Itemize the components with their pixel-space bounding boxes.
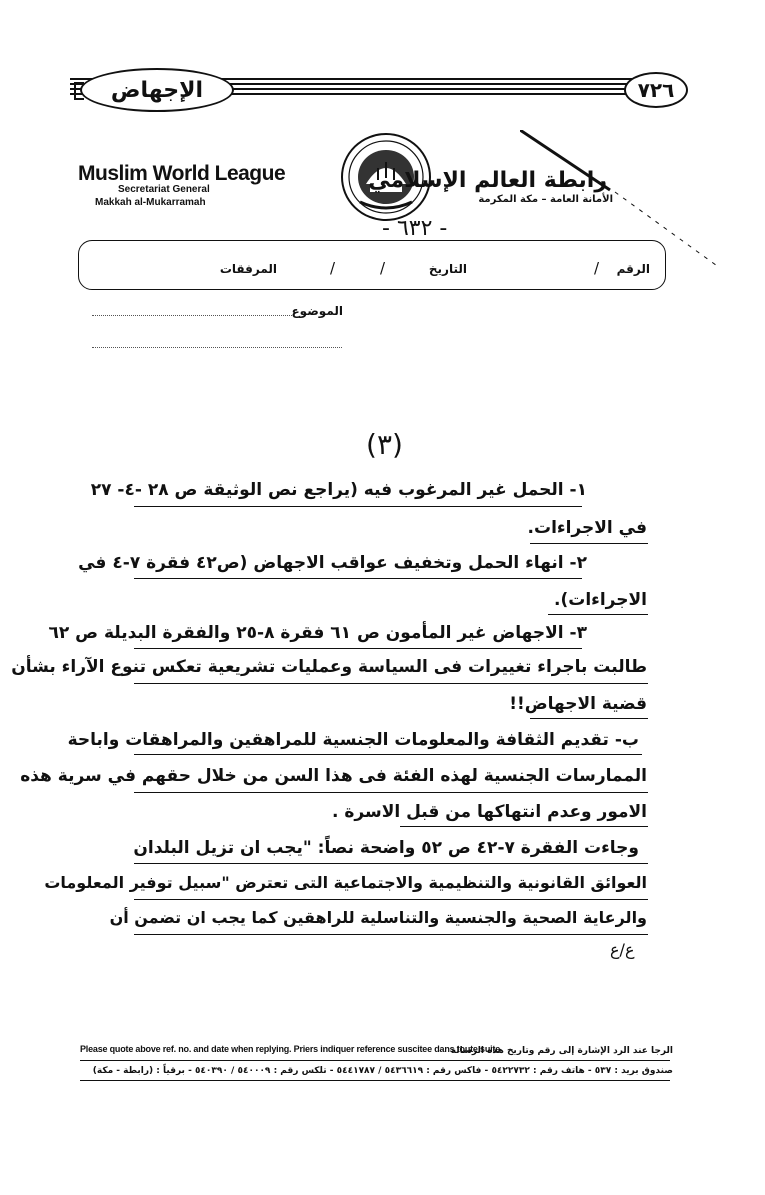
secretariat-ar: الأمانة العامة – مكة المكرمة: [478, 194, 613, 205]
underline-1: [134, 506, 582, 507]
continuation-mark: ع/ع: [610, 940, 635, 959]
underline-11: [134, 863, 648, 864]
date-slash-2: /: [330, 259, 336, 277]
footer-rule-bottom: [80, 1080, 670, 1081]
page-marker: (٣): [366, 428, 403, 461]
body-line-13: والرعاية الصحية والجنسية والتناسلية للراهقين كما يجب ان تضمن أن: [109, 908, 647, 927]
contact-details-ar: صندوق بريد : ٥٣٧ - هاتف رقم : ٥٤٢٢٧٣٢ - فاكس رقم : ٥٤٣٦٦١٩ / ٥٤٤١٧٨٧ - تلكس رقم : ٥٤٠٠٠٩ / ٥٤٠٣٩٠ - برقياً : (رابطة - مكة): [92, 1066, 673, 1076]
org-name-en: Muslim World League: [78, 162, 286, 185]
document-ref-number: - ٦٣٢ -: [382, 216, 448, 241]
body-line-3: ٢- انهاء الحمل وتخفيف عواقب الاجهاض (ص٤٢ فقرة ٧-٤ في: [78, 553, 587, 573]
attachments-label: المرفقات: [219, 262, 277, 276]
underline-5: [134, 648, 582, 649]
underline-7: [530, 718, 648, 719]
underline-8: [134, 754, 642, 755]
underline-3: [134, 578, 582, 579]
body-line-2: في الاجراءات.: [527, 518, 647, 538]
ref-slash: /: [594, 259, 600, 277]
underline-2: [530, 543, 648, 544]
body-line-1: ١- الحمل غير المرغوب فيه (يراجع نص الوثيقة ص ٢٨ -٤- ٢٧: [90, 480, 587, 500]
footer-rule-top: [80, 1060, 670, 1061]
banner-title: الإجهاض: [80, 68, 234, 112]
subject-dots: [92, 315, 292, 316]
quote-instruction-en: Please quote above ref. no. and date when replying. Priers indiquer reference suscitee dans toute suite: [80, 1044, 501, 1054]
body-line-8: ب- تقديم الثقافة والمعلومات الجنسية للمراهقين والمراهقات واباحة: [67, 730, 639, 750]
body-line-12: العوائق القانونية والتنظيمية والاجتماعية التى تعترض "سبيل توفير المعلومات: [44, 873, 647, 892]
body-line-11: وجاءت الفقرة ٧-٤٢ ص ٥٢ واضحة نصاً: "يجب ان تزيل البلدان: [133, 838, 639, 858]
underline-10: [400, 826, 648, 827]
secretariat-en: Secretariat General: [118, 184, 210, 195]
body-line-4: الاجراءات).: [554, 590, 647, 610]
body-line-10: الامور وعدم انتهاكها من قبل الاسرة .: [331, 802, 647, 822]
body-line-9: الممارسات الجنسية لهذه الفئة فى هذا السن من خلال حقهم في سرية هذه: [20, 766, 647, 786]
underline-12: [134, 899, 648, 900]
reference-box: [78, 240, 666, 290]
subject-dots-2: [92, 347, 342, 348]
body-line-7: قضية الاجهاض!!: [509, 694, 647, 714]
quote-instruction-ar: الرجا عند الرد الإشارة إلى رقم وتاريخ هذه الرسالة: [450, 1046, 673, 1056]
underline-13: [134, 934, 648, 935]
body-line-5: ٣- الاجهاض غير المأمون ص ٦١ فقرة ٨-٢٥ والفقرة البديلة ص ٦٢: [48, 623, 587, 643]
date-slash-1: /: [380, 259, 386, 277]
underline-4: [548, 614, 648, 615]
banner-page-number: ٧٢٦: [624, 72, 688, 108]
underline-9: [134, 792, 648, 793]
city-en: Makkah al-Mukarramah: [95, 197, 206, 208]
org-name-ar: رابطة العالم الإسلامي: [368, 168, 607, 193]
ref-label: الرقم: [616, 262, 650, 276]
body-line-6: طالبت باجراء تغييرات فى السياسة وعمليات تشريعية تعكس تنوع الآراء بشأن: [11, 657, 647, 677]
underline-6: [134, 683, 648, 684]
date-label: التاريخ: [428, 262, 467, 276]
subject-label: الموضوع: [291, 304, 343, 318]
